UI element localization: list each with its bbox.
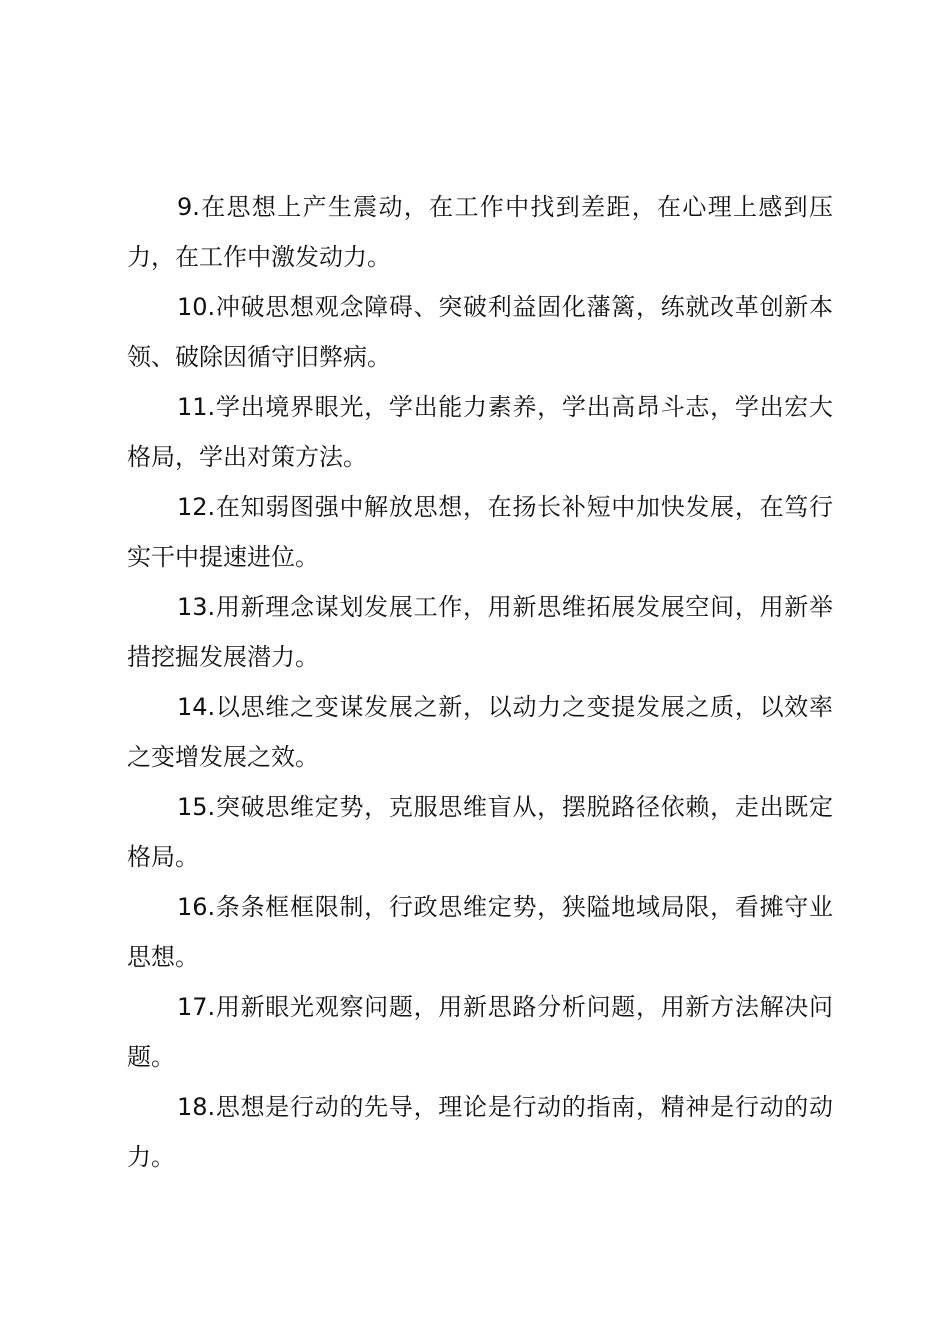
paragraph-9: 9.在思想上产生震动，在工作中找到差距，在心理上感到压力，在工作中激发动力。 [127,193,833,271]
paragraph-11: 11.学出境界眼光，学出能力素养，学出高昂斗志，学出宏大格局，学出对策方法。 [127,393,833,471]
paragraph-18: 18.思想是行动的先导，理论是行动的指南，精神是行动的动力。 [127,1093,833,1171]
paragraph-14: 14.以思维之变谋发展之新，以动力之变提发展之质，以效率之变增发展之效。 [127,693,833,771]
paragraph-10: 10.冲破思想观念障碍、突破利益固化藩篱，练就改革创新本领、破除因循守旧弊病。 [127,293,833,371]
paragraph-17: 17.用新眼光观察问题，用新思路分析问题，用新方法解决问题。 [127,993,833,1071]
paragraph-13: 13.用新理念谋划发展工作，用新思维拓展发展空间，用新举措挖掘发展潜力。 [127,593,833,671]
paragraph-16: 16.条条框框限制，行政思维定势，狭隘地域局限，看摊守业思想。 [127,893,833,971]
paragraph-15: 15.突破思维定势，克服思维盲从，摆脱路径依赖，走出既定格局。 [127,793,833,871]
document-body [127,182,833,1182]
paragraph-12: 12.在知弱图强中解放思想，在扬长补短中加快发展，在笃行实干中提速进位。 [127,493,833,571]
